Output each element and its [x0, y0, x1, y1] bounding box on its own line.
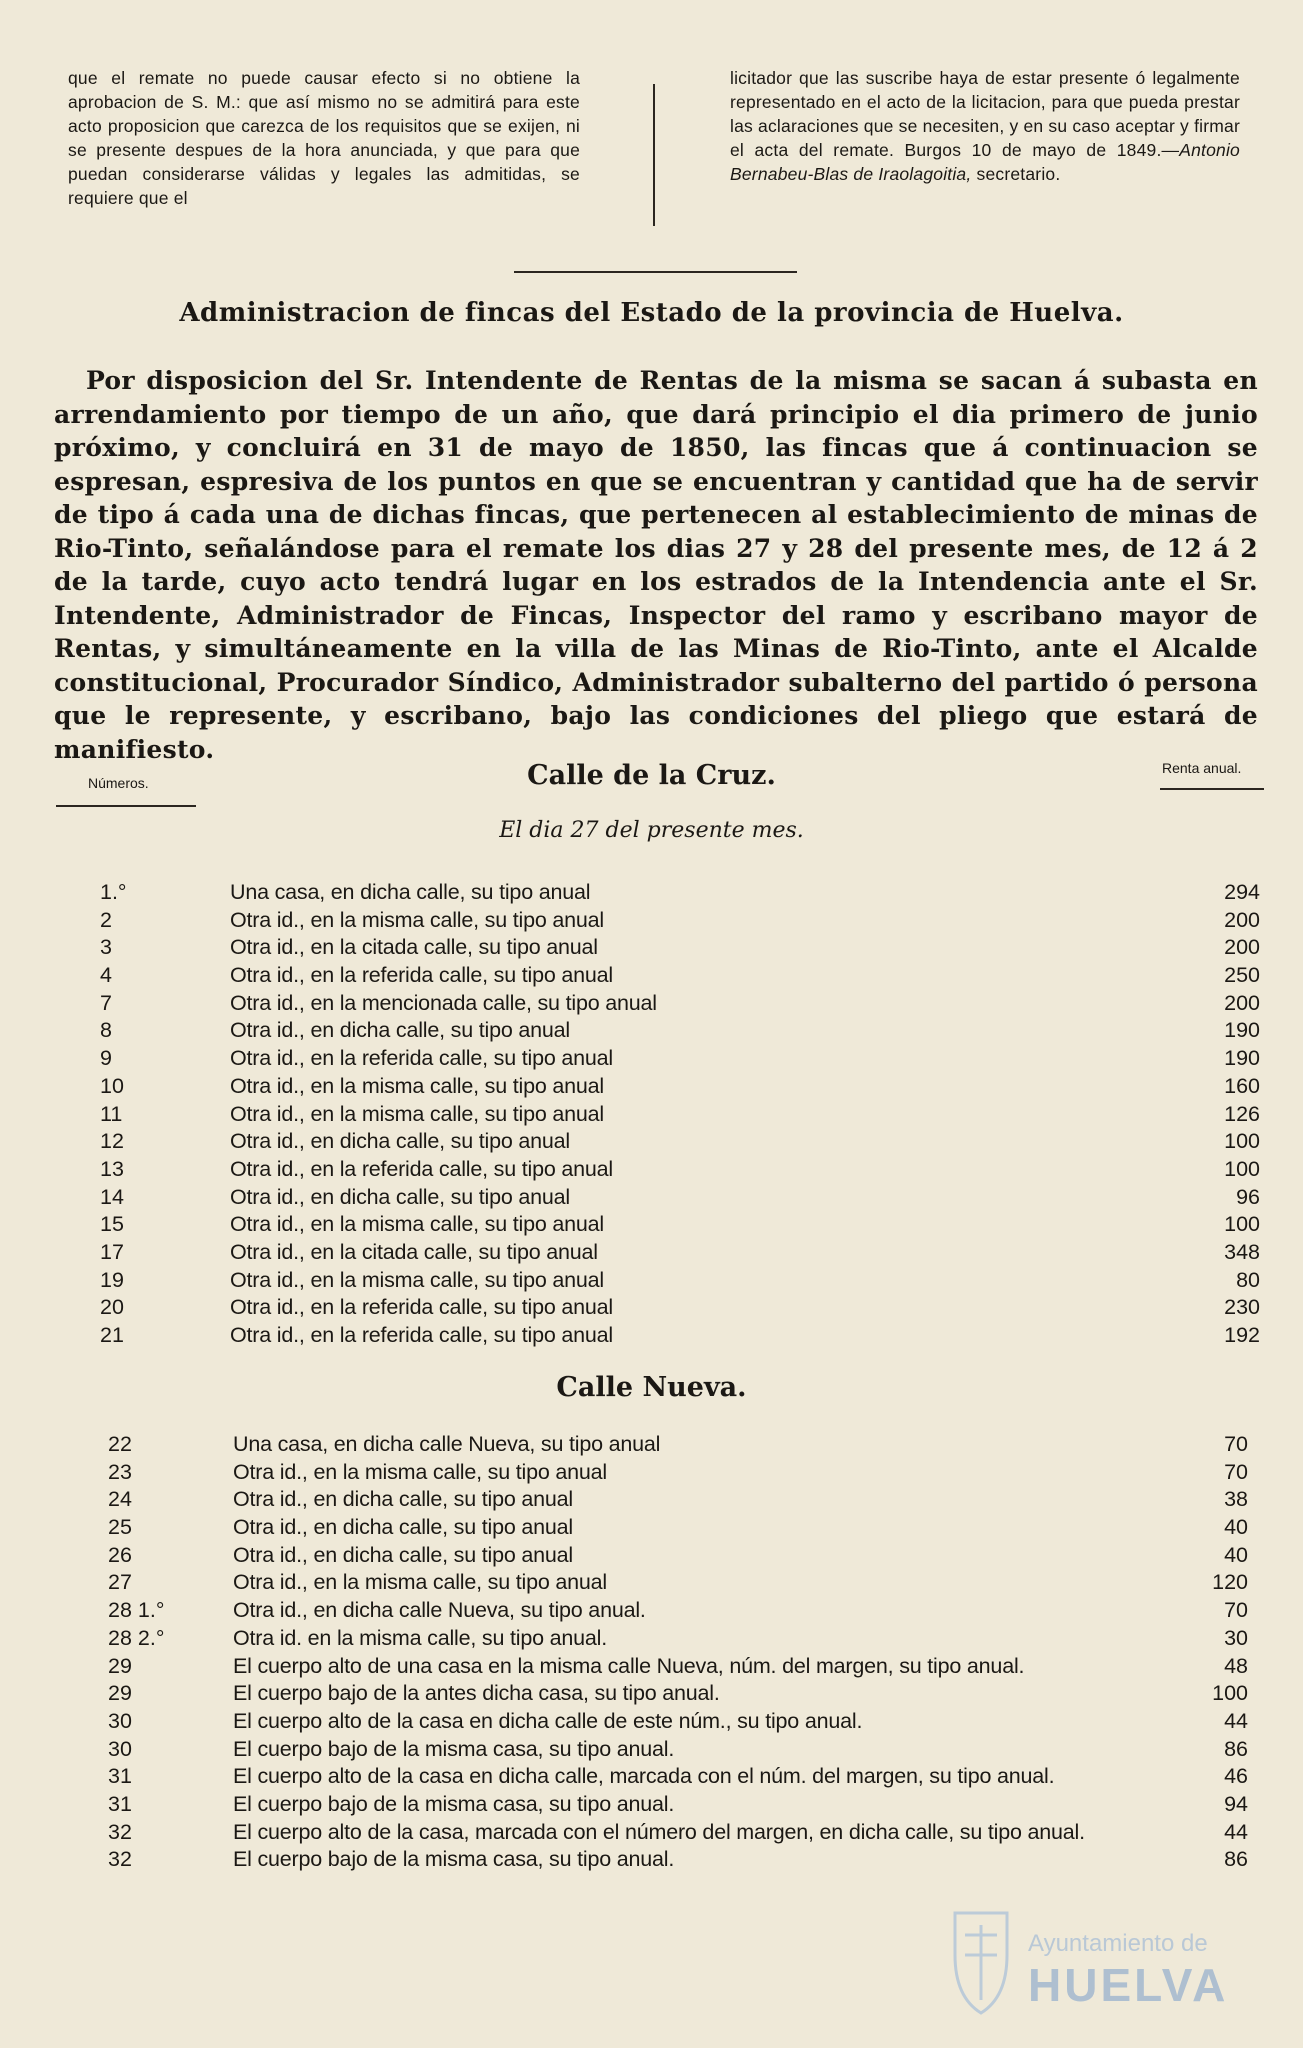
table-row: [0, 963, 1303, 991]
watermark-line1: Ayuntamiento de: [1028, 1930, 1208, 1957]
item-description: Otra id., en dicha calle, su tipo anual: [230, 1129, 570, 1154]
item-description: El cuerpo alto de la casa en dicha calle, marcada con el núm. del margen, su tipo anual.: [233, 1764, 1055, 1789]
item-number: 30: [108, 1708, 132, 1733]
item-rent: 230: [1224, 1295, 1260, 1320]
item-number: 22: [108, 1432, 132, 1456]
item-description: El cuerpo bajo de la antes dicha casa, su tipo anual.: [233, 1681, 720, 1706]
item-description: Otra id., en la misma calle, su tipo anual: [233, 1459, 608, 1484]
item-number: 32: [108, 1819, 132, 1844]
table-row: [0, 1102, 1303, 1130]
item-rent: 190: [1224, 1018, 1260, 1043]
item-rent: 86: [1224, 1847, 1248, 1872]
table-row: [0, 1240, 1303, 1268]
item-description: El cuerpo bajo de la misma casa, su tipo anual.: [233, 1736, 675, 1761]
item-number: 25: [108, 1515, 132, 1540]
top-left-column: [68, 66, 580, 210]
table-row: [0, 1847, 1303, 1875]
table-row: [0, 1074, 1303, 1102]
table-row: [0, 1157, 1303, 1185]
signature-tail: secretario.: [971, 164, 1061, 184]
item-number: 11: [100, 1101, 123, 1126]
item-number: 31: [108, 1764, 132, 1789]
item-description: Otra id., en la referida calle, su tipo anual: [230, 1156, 613, 1181]
item-description: Otra id., en dicha calle, su tipo anual: [230, 1018, 570, 1043]
item-description: Otra id., en la mencionada calle, su tipo anual: [230, 990, 657, 1015]
table-row: [0, 1598, 1303, 1626]
intro-paragraph: Por disposicion del Sr. Intendente de Rentas de la misma se sacan á subasta en arrendamiento por tiempo de un año, que dará principio el dia primero de junio próximo, y concluirá en 31 de mayo de 1850, las fincas que á continuacion se espresan, espresiva de los puntos en que se encuentran y cantidad que ha de servir de tipo á cada una de dichas fincas, que pertenecen al establecimiento de minas de Rio-Tinto, señalándose para el remate los dias 27 y 28 del presente mes, de 12 á 2 de la tarde, cuyo acto tendrá lugar en los estrados de la Intendencia ante el Sr. Intendente, Administrador de Fincas, Inspector del ramo y escribano mayor de Rentas, y simultáneamente en la villa de las Minas de Rio-Tinto, ante el Alcalde constitucional, Procurador Síndico, Administrador subalterno del partido ó persona que le represente, y escribano, bajo las condiciones del pliego que estará de manifiesto.: [54, 366, 1258, 764]
item-number: 28 1.°: [108, 1598, 165, 1623]
item-description: Otra id., en la referida calle, su tipo anual: [230, 963, 613, 988]
item-number: 13: [100, 1156, 124, 1181]
top-right-text: licitador que las suscribe haya de estar presente ó legalmente representado en el acto de la licitacion, para que pueda prestar las aclaraciones que se necesiten, y en su caso aceptar y firmar el acta del remate. Burgos 10 de mayo de 1849.—: [730, 68, 1240, 160]
item-rent: 100: [1224, 1129, 1260, 1154]
item-rent: 190: [1224, 1046, 1260, 1071]
item-rent: 126: [1224, 1101, 1260, 1126]
item-number: 29: [108, 1653, 132, 1678]
item-rent: 40: [1224, 1542, 1248, 1567]
item-rent: 100: [1224, 1156, 1260, 1181]
table-row: [0, 1129, 1303, 1157]
table-row: [0, 1018, 1303, 1046]
item-rent: 96: [1236, 1184, 1260, 1209]
item-rent: 38: [1224, 1487, 1248, 1512]
item-rent: 70: [1224, 1459, 1248, 1484]
item-number: 12: [100, 1129, 124, 1154]
item-rent: 348: [1224, 1239, 1260, 1264]
item-description: Otra id., en la referida calle, su tipo anual: [230, 1295, 613, 1320]
item-number: 4: [100, 963, 112, 988]
item-number: 10: [100, 1073, 124, 1098]
item-number: 31: [108, 1791, 132, 1816]
table-row: [0, 1323, 1303, 1351]
table-row: [0, 1185, 1303, 1213]
table-row: [0, 1543, 1303, 1571]
item-rent: 70: [1224, 1598, 1248, 1623]
item-number: 1.°: [100, 880, 127, 904]
item-description: Una casa, en dicha calle Nueva, su tipo anual: [233, 1432, 661, 1456]
item-description: Otra id., en dicha calle, su tipo anual: [230, 1184, 570, 1209]
item-description: Otra id., en la citada calle, su tipo anual: [230, 935, 598, 960]
item-number: 3: [100, 935, 112, 960]
table-row: [0, 1764, 1303, 1792]
item-description: Otra id., en dicha calle Nueva, su tipo anual.: [233, 1598, 646, 1623]
item-number: 17: [100, 1239, 124, 1264]
numeros-label: Números.: [88, 775, 149, 791]
item-rent: 250: [1224, 963, 1260, 988]
table-row: [0, 935, 1303, 963]
item-number: 30: [108, 1736, 132, 1761]
table-row: [0, 1295, 1303, 1323]
item-description: Otra id., en la misma calle, su tipo anual: [230, 907, 605, 932]
table-row: [0, 908, 1303, 936]
column-divider: [653, 84, 655, 226]
item-number: 32: [108, 1847, 132, 1872]
item-number: 29: [108, 1681, 132, 1706]
item-rent: 40: [1224, 1515, 1248, 1540]
table-row: [0, 1460, 1303, 1488]
table-row: [0, 1681, 1303, 1709]
section-subtitle: El dia 27 del presente mes.: [499, 818, 804, 843]
item-description: Otra id., en la misma calle, su tipo anual: [230, 1101, 605, 1126]
table-row: [0, 1570, 1303, 1598]
item-number: 21: [100, 1323, 124, 1347]
table-row: [0, 1487, 1303, 1515]
item-rent: 44: [1224, 1708, 1248, 1733]
item-description: El cuerpo alto de la casa en dicha calle de este núm., su tipo anual.: [233, 1708, 863, 1733]
top-left-text: que el remate no puede causar efecto si no obtiene la aprobacion de S. M.: que así mismo no se admitirá para este acto proposicion que carezca de los requisitos que se exijen, ni se presente despues de la hora anunciada, y que para que puedan considerarse válidas y legales las admitidas, se requiere que el: [68, 68, 580, 208]
table-row: [0, 1626, 1303, 1654]
table-row: [0, 1432, 1303, 1460]
item-number: 20: [100, 1295, 124, 1320]
calle-cruz-list: [0, 880, 1303, 1351]
item-description: Otra id. en la misma calle, su tipo anual.: [233, 1625, 608, 1650]
item-rent: 120: [1212, 1570, 1248, 1595]
table-row: [0, 1268, 1303, 1296]
item-number: 2: [100, 907, 112, 932]
item-rent: 44: [1224, 1819, 1248, 1844]
item-rent: 192: [1224, 1323, 1260, 1347]
item-number: 28 2.°: [108, 1625, 165, 1650]
watermark-line2: HUELVA: [1028, 1959, 1229, 2011]
item-number: 8: [100, 1018, 112, 1043]
item-description: Otra id., en la misma calle, su tipo anual: [230, 1073, 605, 1098]
item-description: Otra id., en la referida calle, su tipo anual: [230, 1046, 613, 1071]
item-description: El cuerpo bajo de la misma casa, su tipo anual.: [233, 1847, 675, 1872]
item-rent: 294: [1224, 880, 1260, 904]
table-row: [0, 1820, 1303, 1848]
item-number: 14: [100, 1184, 124, 1209]
item-description: Otra id., en dicha calle, su tipo anual: [233, 1542, 573, 1567]
item-rent: 86: [1224, 1736, 1248, 1761]
table-row: [0, 1212, 1303, 1240]
item-number: 27: [108, 1570, 132, 1595]
item-rent: 48: [1224, 1653, 1248, 1678]
item-rent: 46: [1224, 1764, 1248, 1789]
item-rent: 70: [1224, 1432, 1248, 1456]
item-description: Otra id., en la misma calle, su tipo anual: [233, 1570, 608, 1595]
item-number: 9: [100, 1046, 112, 1071]
item-description: Otra id., en la referida calle, su tipo anual: [230, 1323, 613, 1347]
item-number: 26: [108, 1542, 132, 1567]
item-number: 19: [100, 1267, 124, 1292]
numeros-rule: [56, 805, 196, 807]
calle-nueva-list: [0, 1432, 1303, 1875]
section-title-calle-cruz: Calle de la Cruz.: [527, 760, 776, 791]
item-description: El cuerpo bajo de la misma casa, su tipo anual.: [233, 1791, 675, 1816]
signature: Antonio Bernabeu-Blas de Iraolagoitia,: [730, 140, 1240, 184]
item-rent: 30: [1224, 1625, 1248, 1650]
item-description: El cuerpo alto de una casa en la misma calle Nueva, núm. del margen, su tipo anual.: [233, 1653, 1025, 1678]
item-rent: 80: [1236, 1267, 1260, 1292]
item-rent: 200: [1224, 907, 1260, 932]
item-description: El cuerpo alto de la casa, marcada con el número del margen, en dicha calle, su tipo anual.: [233, 1819, 1085, 1844]
table-row: [0, 991, 1303, 1019]
item-number: 7: [100, 990, 112, 1015]
table-row: [0, 1046, 1303, 1074]
table-row: [0, 1792, 1303, 1820]
item-number: 24: [108, 1487, 132, 1512]
item-number: 15: [100, 1212, 124, 1237]
item-description: Otra id., en la misma calle, su tipo anual: [230, 1267, 605, 1292]
top-right-column: [730, 66, 1240, 186]
item-description: Una casa, en dicha calle, su tipo anual: [230, 880, 591, 904]
item-description: Otra id., en la citada calle, su tipo anual: [230, 1239, 598, 1264]
item-description: Otra id., en la misma calle, su tipo anual: [230, 1212, 605, 1237]
item-rent: 94: [1224, 1791, 1248, 1816]
table-row: [0, 1737, 1303, 1765]
table-row: [0, 1709, 1303, 1737]
item-number: 23: [108, 1459, 132, 1484]
section-rule: [514, 271, 797, 273]
renta-label: Renta anual.: [1162, 760, 1242, 776]
section-title-calle-nueva: Calle Nueva.: [556, 1372, 747, 1403]
table-row: [0, 1654, 1303, 1682]
page-heading: Administracion de fincas del Estado de la provincia de Huelva.: [179, 298, 1124, 328]
item-description: Otra id., en dicha calle, su tipo anual: [233, 1487, 573, 1512]
table-row: [0, 1515, 1303, 1543]
item-rent: 200: [1224, 935, 1260, 960]
item-rent: 100: [1224, 1212, 1260, 1237]
item-description: Otra id., en dicha calle, su tipo anual: [233, 1515, 573, 1540]
item-rent: 160: [1224, 1073, 1260, 1098]
item-rent: 100: [1212, 1681, 1248, 1706]
table-row: [0, 880, 1303, 908]
item-rent: 200: [1224, 990, 1260, 1015]
